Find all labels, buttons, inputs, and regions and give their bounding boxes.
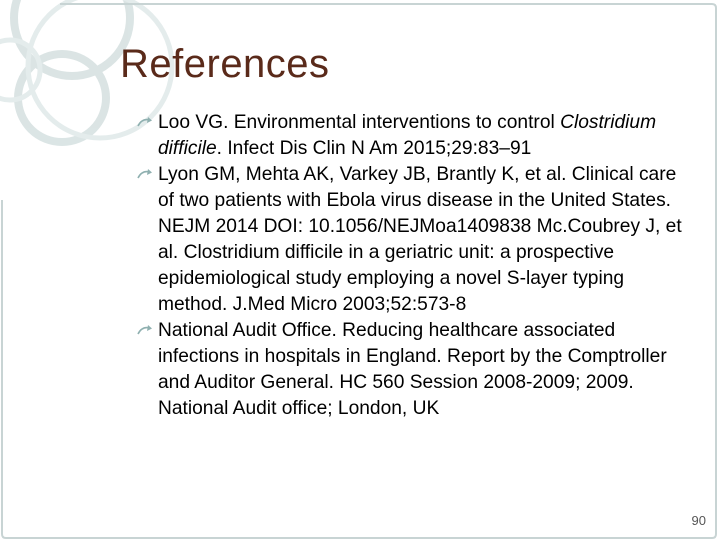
reference-text: National Audit Office. Reducing healthcare associated infections in hospitals in England. Report by the Comptroller and Auditor General. HC 560 Session 2008-2009; 2009. National Audit office; London, UK [158, 320, 667, 419]
reference-italic-text: Clostridium difficile [158, 112, 657, 159]
reference-item [135, 162, 695, 318]
reference-item [135, 110, 695, 162]
curved-arrow-bullet-icon [135, 318, 155, 344]
reference-item [135, 318, 695, 422]
slide-number: 90 [691, 513, 706, 528]
reference-text-end: . Infect Dis Clin N Am 2015;29:83–91 [216, 138, 532, 159]
references-list [135, 110, 695, 422]
curved-arrow-bullet-icon [135, 162, 155, 188]
reference-text: Loo VG. Environmental interventions to control [158, 112, 561, 133]
curved-arrow-bullet-icon [135, 110, 155, 136]
slide-title: References [120, 42, 330, 86]
reference-text: Lyon GM, Mehta AK, Varkey JB, Brantly K, et al. Clinical care of two patients with Ebola virus disease in the United States. NEJM 2014 DOI: 10.1056/NEJMoa1409838 Mc.Coubrey J, et al. Clostridium difficile in a geriatric unit: a prospective epidemiological study employing a novel S-layer typing method. J.Med Micro 2003;52:573-8 [158, 164, 682, 315]
